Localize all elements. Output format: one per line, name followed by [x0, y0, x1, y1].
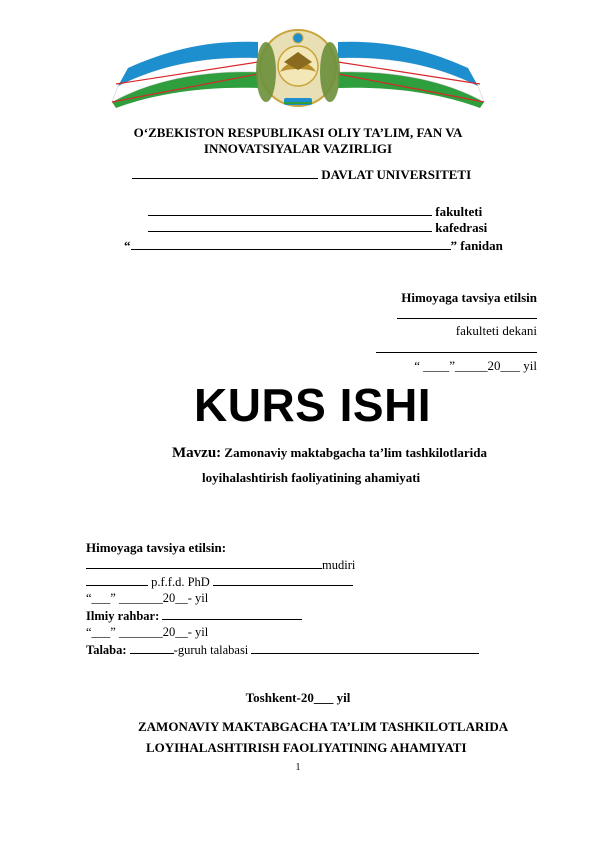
topic-prefix: Mavzu:	[172, 445, 222, 461]
city-year: Toshkent-20___ yil	[245, 690, 351, 705]
topic-line-2: loyihalashtirish faoliyatining ahamiyati	[202, 470, 421, 485]
group-blank	[130, 642, 174, 654]
head-label: mudiri	[322, 558, 356, 572]
student-blank	[251, 642, 479, 654]
university-blank	[132, 167, 318, 179]
approval-top-signature-line	[397, 318, 537, 319]
ministry-line-2: INNOVATSIYALAR VAZIRLIGI	[203, 141, 393, 156]
dean-signature-line	[376, 352, 537, 353]
faculty-label: fakulteti	[435, 204, 483, 219]
state-emblem-icon	[108, 22, 488, 108]
student-label: Talaba:	[86, 643, 127, 657]
topic-line-1	[172, 445, 487, 462]
supervisor-blank	[162, 608, 302, 620]
subject-label: ” fanidan	[450, 238, 503, 253]
subject-blank	[131, 238, 451, 250]
flag-ribbon-left-icon	[112, 42, 258, 108]
ministry-line-1: O‘ZBEKISTON RESPUBLIKASI OLIY TA’LIM, FAN VA	[133, 125, 463, 140]
document-title: KURS ISHI	[194, 379, 432, 431]
subject-open-quote: “	[124, 238, 131, 253]
supervisor-line	[86, 608, 302, 624]
approval-bottom-date-1: “___” _______20__- yil	[86, 591, 209, 605]
dean-label: fakulteti dekani	[455, 323, 537, 338]
topic-text-1: Zamonaviy maktabgacha ta’lim tashkilotlarida	[224, 445, 487, 460]
degree-blank-right	[213, 574, 353, 586]
degree-label: p.f.f.d. PhD	[151, 575, 210, 589]
student-line	[86, 642, 479, 658]
subject-line	[124, 238, 503, 254]
degree-line	[86, 574, 353, 590]
faculty-blank	[148, 204, 432, 216]
department-line	[148, 220, 487, 236]
department-label: kafedrasi	[435, 220, 488, 235]
topic-repeat-line-1: ZAMONAVIY MAKTABGACHA TA’LIM TASHKILOTLARIDA	[138, 719, 509, 734]
approval-top-title: Himoyaga tavsiya etilsin	[401, 290, 537, 305]
approval-bottom-date-2: “___” _______20__- yil	[86, 625, 209, 639]
university-line	[132, 167, 471, 183]
group-label: -guruh talabasi	[173, 643, 249, 657]
approval-top-date: “ ____”_____20___ yil	[414, 358, 537, 373]
faculty-line	[148, 204, 482, 220]
emblem-center-icon	[256, 30, 340, 106]
department-blank	[148, 220, 432, 232]
head-blank	[86, 557, 322, 569]
approval-bottom-title: Himoyaga tavsiya etilsin:	[86, 540, 227, 555]
university-label: DAVLAT UNIVERSITETI	[321, 167, 472, 182]
degree-blank-left	[86, 574, 148, 586]
head-line	[86, 557, 355, 573]
flag-ribbon-right-icon	[338, 42, 484, 108]
page-number: 1	[295, 762, 301, 773]
supervisor-label: Ilmiy rahbar:	[86, 609, 160, 623]
topic-repeat-line-2: LOYIHALASHTIRISH FAOLIYATINING AHAMIYATI	[146, 740, 467, 755]
